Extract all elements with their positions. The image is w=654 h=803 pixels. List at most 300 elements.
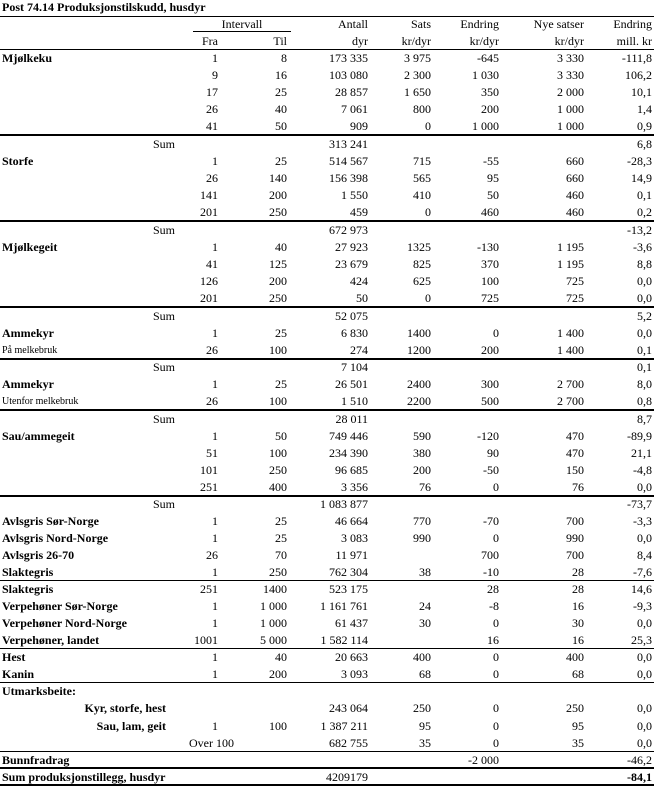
cell-til: 100 <box>269 446 287 460</box>
cell-til: 40 <box>275 240 287 254</box>
cell-til: 400 <box>269 480 287 494</box>
table-row <box>0 256 654 273</box>
cell-mill: 5,2 <box>637 308 652 323</box>
row-label: Avlsgris Sør-Norge <box>2 514 99 528</box>
cell-endring: 90 <box>487 446 499 460</box>
cell-antall: 909 <box>350 119 368 133</box>
cell-nye: 76 <box>572 480 584 494</box>
cell-sats: 68 <box>419 667 431 681</box>
cell-nye: 35 <box>572 736 584 750</box>
cell-nye: 700 <box>566 548 584 562</box>
cell-endring: 350 <box>481 85 499 99</box>
row-label: Utmarksbeite: <box>2 684 76 698</box>
row-label: Bunnfradrag <box>2 753 70 767</box>
cell-fra: 1 <box>212 154 218 168</box>
cell-endring: 200 <box>481 343 499 357</box>
cell-endring: 200 <box>481 102 499 116</box>
row-label: Sum produksjonstillegg, husdyr <box>2 770 166 784</box>
cell-nye: 30 <box>572 616 584 630</box>
cell-mill: 14,6 <box>631 582 652 596</box>
sum-label: Sum <box>153 222 176 237</box>
cell-antall: 1 387 211 <box>320 718 368 733</box>
cell-antall: 50 <box>356 291 368 305</box>
cell-mill: -9,3 <box>633 599 652 613</box>
table-row <box>0 307 654 325</box>
cell-fra: 41 <box>206 119 218 133</box>
row-sublabel: På melkebruk <box>2 345 58 356</box>
row-label: Ammekyr <box>2 326 54 340</box>
cell-mill: 0,1 <box>637 360 652 374</box>
cell-mill: 0,8 <box>637 394 652 408</box>
cell-fra: 251 <box>200 480 218 494</box>
table-row <box>0 239 654 256</box>
cell-sats: 2400 <box>407 377 431 391</box>
cell-endring: -70 <box>483 514 499 528</box>
cell-antall: 4209179 <box>326 770 368 784</box>
table-row <box>0 50 654 67</box>
cell-fra: 1 <box>212 514 218 528</box>
cell-mill: 8,7 <box>637 411 652 426</box>
table-row <box>0 700 654 717</box>
cell-nye: 16 <box>572 633 584 647</box>
header-intervall: Intervall <box>221 17 263 31</box>
cell-antall: 46 664 <box>335 514 368 528</box>
header-fra: Fra <box>202 34 218 48</box>
cell-mill: -13,2 <box>627 222 652 237</box>
cell-antall: 23 679 <box>335 257 368 271</box>
cell-fra: 1 <box>212 565 218 579</box>
table-row <box>0 547 654 564</box>
table-row <box>0 273 654 290</box>
cell-mill: 0,0 <box>637 736 652 750</box>
table-row <box>0 769 654 786</box>
sum-label: Sum <box>153 360 176 374</box>
cell-nye: 3 330 <box>557 68 584 82</box>
cell-til: 25 <box>275 531 287 545</box>
cell-endring: 0 <box>493 718 499 733</box>
cell-fra: 1 <box>212 326 218 340</box>
cell-sats: 590 <box>413 429 431 443</box>
cell-endring: -130 <box>477 240 499 254</box>
cell-nye: 460 <box>566 188 584 202</box>
cell-mill: 0,0 <box>637 531 652 545</box>
cell-mill: -46,2 <box>627 753 652 767</box>
table-row <box>0 118 654 135</box>
cell-endring: 95 <box>487 171 499 185</box>
cell-fra: 1 <box>212 667 218 681</box>
table-row <box>0 564 654 581</box>
cell-antall: 11 971 <box>335 548 368 562</box>
cell-til: 70 <box>275 548 287 562</box>
row-label: Verpehøner, landet <box>2 633 100 647</box>
cell-sats: 400 <box>413 650 431 664</box>
table-row <box>0 359 654 376</box>
cell-mill: 0,0 <box>637 616 652 630</box>
cell-antall: 1 550 <box>341 188 368 202</box>
cell-sats: 715 <box>413 154 431 168</box>
cell-endring: 0 <box>493 701 499 715</box>
cell-endring: 0 <box>493 650 499 664</box>
cell-til: 25 <box>275 377 287 391</box>
cell-til: 25 <box>275 326 287 340</box>
cell-mill: 1,4 <box>637 102 652 116</box>
cell-sats: 76 <box>419 480 431 494</box>
header-row-2 <box>0 33 654 50</box>
cell-sats: 410 <box>413 188 431 202</box>
row-label: Avlsgris Nord-Norge <box>2 531 109 545</box>
cell-nye: 725 <box>566 274 584 288</box>
cell-sats: 625 <box>413 274 431 288</box>
cell-endring: -645 <box>477 51 499 65</box>
cell-fra: 201 <box>200 291 218 305</box>
row-label: Kanin <box>2 667 35 681</box>
cell-til: 250 <box>269 291 287 305</box>
cell-antall: 1 582 114 <box>320 633 368 647</box>
cell-nye: 400 <box>566 650 584 664</box>
cell-mill: 0,1 <box>637 188 652 202</box>
cell-mill: 21,1 <box>631 446 652 460</box>
table-row <box>0 683 654 700</box>
cell-til: 25 <box>275 154 287 168</box>
cell-mill: 0,2 <box>637 205 652 219</box>
cell-fra: 1001 <box>194 633 218 647</box>
cell-fra: 101 <box>200 463 218 477</box>
cell-mill: -4,8 <box>633 463 652 477</box>
table-row <box>0 530 654 547</box>
header-endring: Endring <box>460 17 499 31</box>
cell-antall: 6 830 <box>341 326 368 340</box>
cell-mill: 8,0 <box>637 377 652 391</box>
cell-til: 250 <box>269 205 287 219</box>
header-antall-unit: dyr <box>352 34 368 48</box>
cell-mill: -28,3 <box>627 154 652 168</box>
cell-nye: 660 <box>566 154 584 168</box>
cell-mill: -89,9 <box>627 429 652 443</box>
cell-til: 40 <box>275 650 287 664</box>
cell-antall: 7 104 <box>341 360 368 374</box>
cell-nye: 1 000 <box>557 119 584 133</box>
cell-antall: 459 <box>350 205 368 219</box>
table-row <box>0 221 654 239</box>
table-row <box>0 84 654 101</box>
table-row <box>0 325 654 342</box>
cell-endring: 300 <box>481 377 499 391</box>
table-row <box>0 342 654 359</box>
table-row <box>0 581 654 598</box>
cell-til: 40 <box>275 102 287 116</box>
cell-antall: 234 390 <box>329 446 368 460</box>
table-row <box>0 410 654 428</box>
cell-endring: 0 <box>493 616 499 630</box>
cell-sats: 95 <box>419 718 431 733</box>
header-nye-unit: kr/dyr <box>554 34 584 48</box>
cell-nye: 660 <box>566 171 584 185</box>
cell-fra: 1 <box>212 718 218 733</box>
cell-mill: 0,0 <box>637 291 652 305</box>
row-sublabel: Kyr, storfe, hest <box>84 701 166 715</box>
table-row <box>0 735 654 752</box>
cell-mill: 10,1 <box>631 85 652 99</box>
header-endring-mill: Endring <box>613 17 652 31</box>
cell-endring: -10 <box>483 565 499 579</box>
table-row <box>0 153 654 170</box>
cell-sats: 0 <box>425 119 431 133</box>
cell-fra: 26 <box>206 102 218 116</box>
cell-mill: -111,8 <box>621 51 652 65</box>
cell-antall: 173 335 <box>329 51 368 65</box>
cell-antall: 3 083 <box>341 531 368 545</box>
header-row-1 <box>0 16 654 33</box>
cell-nye: 460 <box>566 205 584 219</box>
cell-til: 50 <box>275 119 287 133</box>
row-sublabel: Utenfor melkebruk <box>2 396 79 407</box>
cell-til: 25 <box>275 85 287 99</box>
cell-fra: 1 <box>212 51 218 65</box>
table-row <box>0 632 654 649</box>
row-label: Slaktegris <box>2 565 54 579</box>
cell-mill: -84,1 <box>627 770 652 784</box>
cell-mill: 0,0 <box>637 650 652 664</box>
table-row <box>0 717 654 735</box>
cell-antall: 7 061 <box>341 102 368 116</box>
row-label: Avlsgris 26-70 <box>2 548 75 562</box>
cell-antall: 243 064 <box>329 701 368 715</box>
cell-fra: 201 <box>200 205 218 219</box>
cell-fra: 26 <box>206 394 218 408</box>
header-sats: Sats <box>410 17 431 31</box>
table-row <box>0 496 654 513</box>
cell-mill: -73,7 <box>627 497 652 511</box>
cell-fra: 141 <box>200 188 218 202</box>
cell-til: 1 000 <box>260 599 287 613</box>
sum-label: Sum <box>153 308 176 323</box>
cell-mill: 25,3 <box>631 633 652 647</box>
table-row <box>0 101 654 118</box>
cell-mill: 0,0 <box>637 718 652 733</box>
cell-til: 200 <box>269 667 287 681</box>
cell-mill: 106,2 <box>625 68 652 82</box>
sum-label: Sum <box>153 136 176 151</box>
cell-sats: 200 <box>413 463 431 477</box>
row-label: Storfe <box>2 154 34 168</box>
table-row <box>0 290 654 307</box>
cell-til: 1 000 <box>260 616 287 630</box>
cell-nye: 95 <box>572 718 584 733</box>
table-row <box>0 170 654 187</box>
table-row <box>0 428 654 445</box>
cell-nye: 990 <box>566 531 584 545</box>
cell-endring: 370 <box>481 257 499 271</box>
cell-antall: 1 510 <box>341 394 368 408</box>
cell-antall: 313 241 <box>329 136 368 151</box>
cell-fra: 17 <box>206 85 218 99</box>
cell-nye: 1 000 <box>557 102 584 116</box>
cell-endring: 100 <box>481 274 499 288</box>
cell-sats: 990 <box>413 531 431 545</box>
cell-nye: 1 195 <box>557 240 584 254</box>
cell-sats: 1 650 <box>404 85 431 99</box>
cell-til: 8 <box>281 51 287 65</box>
cell-mill: 0,0 <box>637 701 652 715</box>
cell-antall: 26 501 <box>335 377 368 391</box>
cell-fra: 1 <box>212 429 218 443</box>
cell-antall: 749 446 <box>329 429 368 443</box>
cell-antall: 96 685 <box>335 463 368 477</box>
cell-fra: 1 <box>212 240 218 254</box>
over-label: Over 100 <box>189 736 234 750</box>
cell-endring: 0 <box>493 736 499 750</box>
cell-nye: 470 <box>566 429 584 443</box>
cell-antall: 682 755 <box>329 736 368 750</box>
cell-til: 200 <box>269 188 287 202</box>
cell-antall: 52 075 <box>335 308 368 323</box>
cell-fra: 26 <box>206 171 218 185</box>
cell-nye: 1 400 <box>557 326 584 340</box>
cell-antall: 274 <box>350 343 368 357</box>
cell-nye: 16 <box>572 599 584 613</box>
cell-antall: 514 567 <box>329 154 368 168</box>
cell-endring: 725 <box>481 291 499 305</box>
cell-sats: 0 <box>425 205 431 219</box>
cell-sats: 24 <box>419 599 431 613</box>
cell-antall: 1 083 877 <box>320 497 368 511</box>
cell-mill: 6,8 <box>637 136 652 151</box>
cell-endring: -120 <box>477 429 499 443</box>
cell-endring: 0 <box>493 326 499 340</box>
cell-fra: 126 <box>200 274 218 288</box>
cell-mill: 8,8 <box>637 257 652 271</box>
cell-endring: -55 <box>483 154 499 168</box>
cell-nye: 470 <box>566 446 584 460</box>
cell-fra: 26 <box>206 343 218 357</box>
cell-til: 25 <box>275 514 287 528</box>
cell-endring: 0 <box>493 480 499 494</box>
table-row <box>0 649 654 666</box>
cell-sats: 825 <box>413 257 431 271</box>
cell-antall: 523 175 <box>329 582 368 596</box>
cell-endring: -2 000 <box>468 753 499 767</box>
cell-nye: 150 <box>566 463 584 477</box>
cell-endring: 16 <box>487 633 499 647</box>
cell-endring: 460 <box>481 205 499 219</box>
header-endring-unit: kr/dyr <box>469 34 499 48</box>
cell-til: 50 <box>275 429 287 443</box>
cell-antall: 28 011 <box>335 411 368 426</box>
cell-sats: 1400 <box>407 326 431 340</box>
header-antall: Antall <box>338 17 368 31</box>
cell-til: 16 <box>275 68 287 82</box>
table-row <box>0 513 654 530</box>
cell-antall: 3 093 <box>341 667 368 681</box>
cell-til: 250 <box>269 565 287 579</box>
cell-til: 100 <box>269 343 287 357</box>
cell-mill: 0,1 <box>637 343 652 357</box>
cell-nye: 725 <box>566 291 584 305</box>
table-row <box>0 479 654 496</box>
cell-endring: 500 <box>481 394 499 408</box>
table-row <box>0 598 654 615</box>
cell-sats: 3 975 <box>404 51 431 65</box>
row-label: Hest <box>2 650 26 664</box>
cell-mill: 14,9 <box>631 171 652 185</box>
cell-mill: -7,6 <box>633 565 652 579</box>
row-label: Sau/ammegeit <box>2 429 75 443</box>
cell-fra: 41 <box>206 257 218 271</box>
table-row <box>0 187 654 204</box>
cell-fra: 251 <box>200 582 218 596</box>
cell-nye: 28 <box>572 582 584 596</box>
header-mill-unit: mill. kr <box>616 34 652 48</box>
cell-endring: -8 <box>489 599 499 613</box>
row-label: Ammekyr <box>2 377 54 391</box>
table-row <box>0 445 654 462</box>
cell-sats: 0 <box>425 291 431 305</box>
cell-endring: 28 <box>487 582 499 596</box>
table-row <box>0 393 654 410</box>
cell-fra: 1 <box>212 650 218 664</box>
row-label: Mjølkegeit <box>2 240 58 254</box>
table-row <box>0 615 654 632</box>
cell-sats: 250 <box>413 701 431 715</box>
cell-nye: 2 700 <box>557 394 584 408</box>
cell-antall: 762 304 <box>329 565 368 579</box>
cell-nye: 3 330 <box>557 51 584 65</box>
cell-nye: 700 <box>566 514 584 528</box>
cell-til: 1400 <box>263 582 287 596</box>
cell-fra: 51 <box>206 446 218 460</box>
cell-til: 5 000 <box>260 633 287 647</box>
cell-nye: 1 400 <box>557 343 584 357</box>
cell-mill: 8,4 <box>637 548 652 562</box>
sum-label: Sum <box>153 411 176 426</box>
cell-mill: 0,0 <box>637 480 652 494</box>
header-nye-satser: Nye satser <box>533 17 584 31</box>
cell-endring: 700 <box>481 548 499 562</box>
cell-sats: 770 <box>413 514 431 528</box>
cell-antall: 672 973 <box>329 222 368 237</box>
cell-mill: 0,0 <box>637 326 652 340</box>
cell-til: 200 <box>269 274 287 288</box>
sum-label: Sum <box>153 497 176 511</box>
cell-endring: 50 <box>487 188 499 202</box>
cell-fra: 1 <box>212 599 218 613</box>
cell-til: 100 <box>269 718 287 733</box>
cell-mill: 0,0 <box>637 667 652 681</box>
cell-antall: 61 437 <box>335 616 368 630</box>
cell-fra: 1 <box>212 616 218 630</box>
cell-endring: 1 030 <box>472 68 499 82</box>
cell-sats: 38 <box>419 565 431 579</box>
cell-antall: 103 080 <box>329 68 368 82</box>
cell-fra: 1 <box>212 377 218 391</box>
cell-sats: 2200 <box>407 394 431 408</box>
cell-fra: 9 <box>212 68 218 82</box>
cell-antall: 3 356 <box>341 480 368 494</box>
table-row <box>0 204 654 221</box>
cell-nye: 2 000 <box>557 85 584 99</box>
cell-sats: 1200 <box>407 343 431 357</box>
table-row <box>0 462 654 479</box>
table-row <box>0 752 654 769</box>
header-til: Til <box>273 34 287 48</box>
cell-sats: 30 <box>419 616 431 630</box>
row-label: Verpehøner Nord-Norge <box>2 616 127 630</box>
cell-antall: 156 398 <box>329 171 368 185</box>
cell-nye: 1 195 <box>557 257 584 271</box>
intervall-underline <box>193 31 291 32</box>
row-label: Mjølkeku <box>2 51 53 65</box>
cell-sats: 1325 <box>407 240 431 254</box>
